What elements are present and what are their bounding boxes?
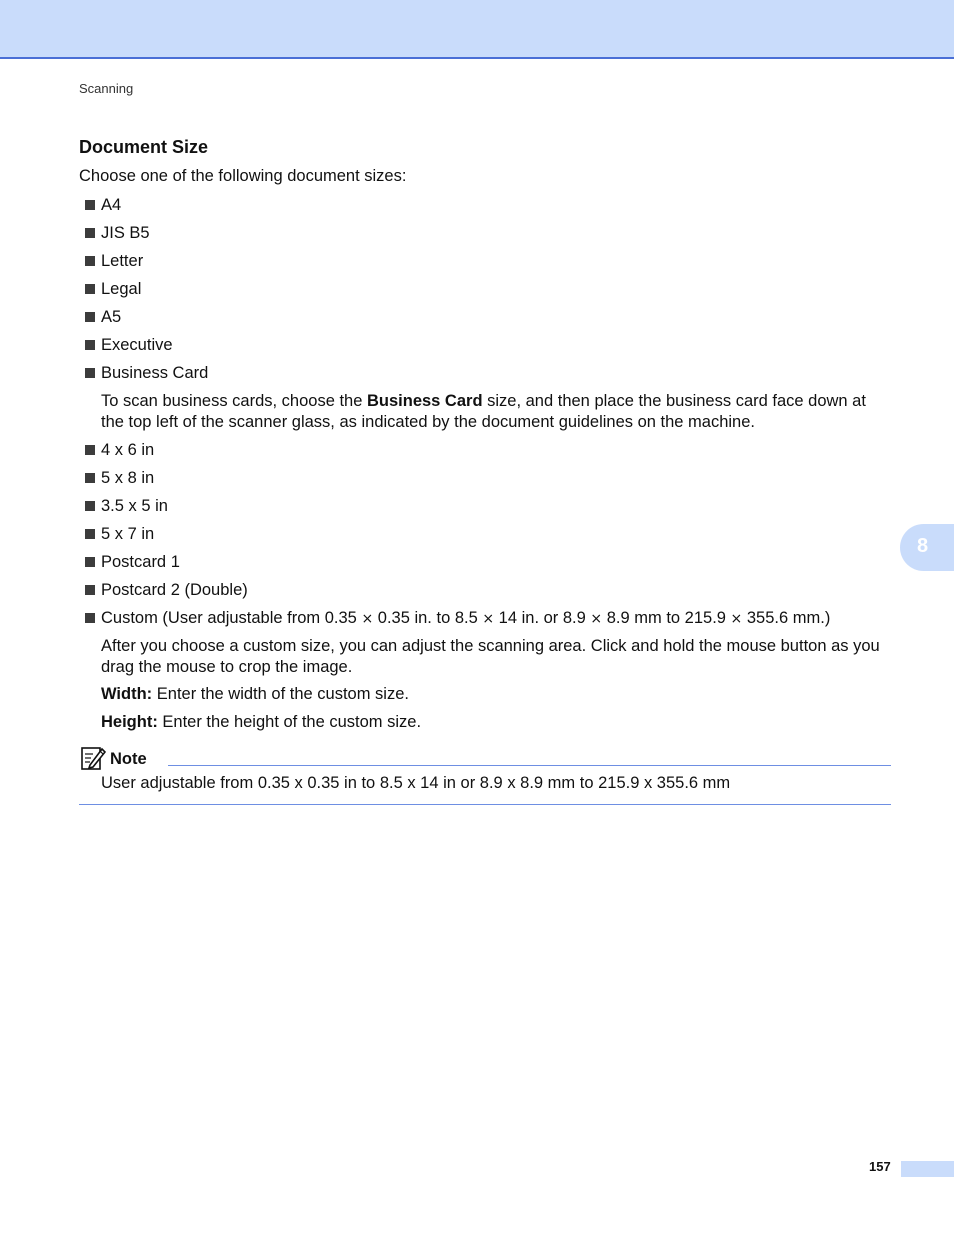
square-bullet-icon	[85, 445, 95, 455]
square-bullet-icon	[85, 228, 95, 238]
note-divider-bottom	[79, 804, 891, 805]
business-card-instructions: To scan business cards, choose the Business Card size, and then place the business card face down at the top left of the scanner glass, as indicated by the document guidelines on the machine.	[101, 392, 866, 431]
square-bullet-icon	[85, 340, 95, 350]
page-number: 157	[869, 1159, 891, 1174]
section-title: Document Size	[79, 137, 209, 157]
square-bullet-icon	[85, 312, 95, 322]
square-bullet-icon	[85, 368, 95, 378]
header-band	[0, 0, 954, 59]
square-bullet-icon	[85, 613, 95, 623]
note-text: User adjustable from 0.35 x 0.35 in to 8.5 x 14 in or 8.9 x 8.9 mm to 215.9 x 355.6 mm	[101, 774, 731, 792]
running-header: Scanning	[79, 81, 134, 96]
page-number-bar	[901, 1161, 954, 1177]
intro-text: Choose one of the following document sizes:	[79, 167, 407, 185]
square-bullet-icon	[85, 473, 95, 483]
square-bullet-icon	[85, 501, 95, 511]
height-description: Height: Enter the height of the custom size.	[101, 713, 422, 731]
square-bullet-icon	[85, 585, 95, 595]
square-bullet-icon	[85, 200, 95, 210]
custom-size-description: After you choose a custom size, you can adjust the scanning area. Click and hold the mouse button as you drag the mouse to crop the image.	[101, 637, 880, 676]
square-bullet-icon	[85, 256, 95, 266]
square-bullet-icon	[85, 557, 95, 567]
chapter-tab	[900, 524, 954, 571]
square-bullet-icon	[85, 284, 95, 294]
square-bullet-icon	[85, 529, 95, 539]
chapter-number: 8	[917, 535, 929, 557]
note-divider-top	[168, 765, 891, 766]
note-label: Note	[110, 750, 147, 768]
note-pencil-icon	[80, 745, 106, 771]
width-description: Width: Enter the width of the custom size.	[101, 685, 409, 703]
